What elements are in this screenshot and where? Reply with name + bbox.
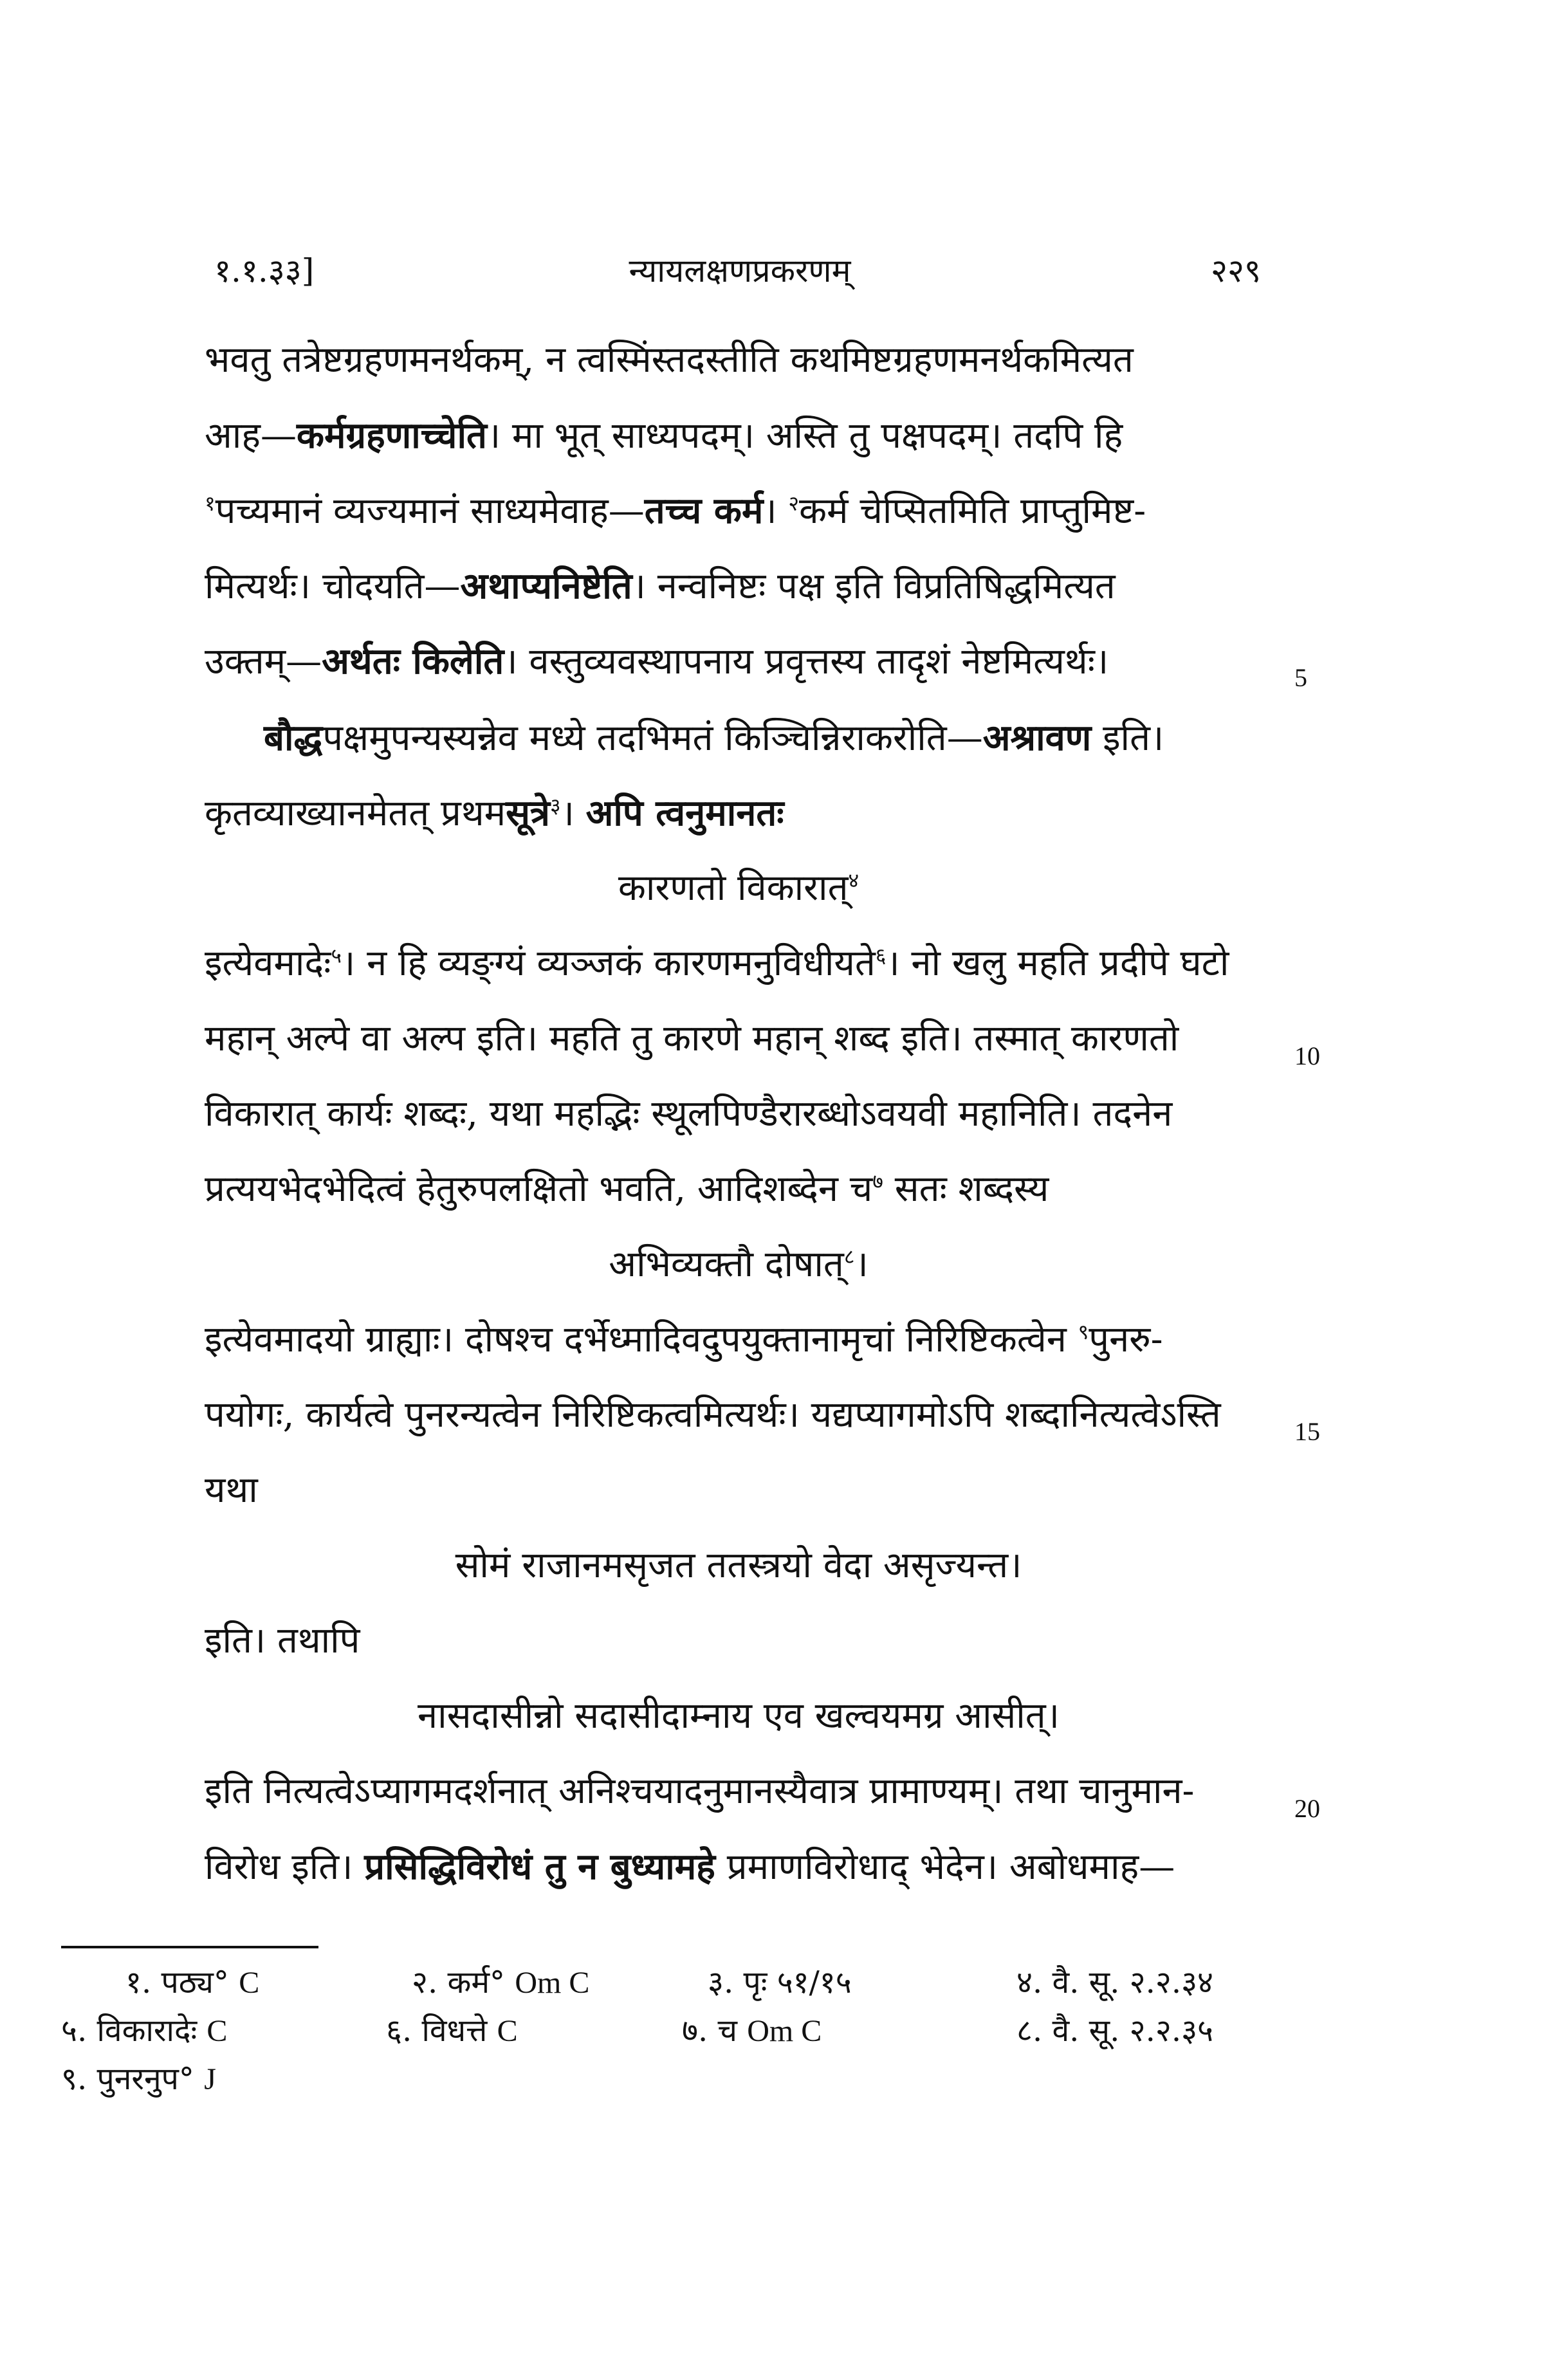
quoted-verse [205,1540,1273,1591]
text-line [205,938,1229,989]
text-run: नासदासीन्नो सदासीदाम्नाय एव खल्वयमग्र आसीत्। [418,1695,1060,1737]
text-run: मित्यर्थः। चोदयति— [205,565,461,607]
quoted-sutra [205,863,1273,914]
line-number: 5 [1294,663,1307,692]
text-run: कृतव्याख्यानमेतत् प्रथम [205,792,506,834]
footnote-ref: ३ [549,793,561,818]
page-number: २२९ [1211,252,1261,289]
footnote-ref: ६ [875,943,887,968]
footnote: ४. वै. सू. २.२.३४ [1016,1964,1213,2000]
bold-term: तच्च कर्म [644,490,764,532]
quoted-sutra [205,1239,1273,1290]
footnote-ref: ८ [843,1244,855,1269]
text-run: । [763,490,789,532]
footnote: ६. विधत्ते C [386,2013,518,2049]
quoted-verse [205,1690,1273,1742]
text-run: इत्येवमादयो ग्राह्याः। दोषश्च दर्भेध्मादिवदुपयुक्तानामृचां निरिष्टिकत्वेन [205,1319,1078,1360]
text-run: । नन्वनिष्टः पक्ष इति विप्रतिषिद्धमित्यत [632,565,1116,607]
line-number: 15 [1294,1417,1320,1446]
text-line [205,1465,258,1516]
text-line [205,485,1146,537]
footnote: ३. पृः ५१/१५ [708,1964,852,2000]
text-run: भवतु तत्रेष्टग्रहणमनर्थकम्, न त्वस्मिंस्तदस्तीति कथमिष्टग्रहणमनर्थकमित्यत [205,339,1134,381]
text-run: प्रत्ययभेदभेदित्वं हेतुरुपलक्षितो भवति, आदिशब्देन च [205,1168,873,1210]
bold-term: अपि त्वनुमानतः [585,792,784,834]
text-run: इति नित्यत्वेऽप्यागमदर्शनात् अनिश्चयादनुमानस्यैवात्र प्रामाण्यम्। तथा चानुमान- [205,1770,1195,1812]
text-run: विकारात् कार्यः शब्दः, यथा महद्भिः स्थूलपिण्डैरारब्धोऽवयवी महानिति। तदनेन [205,1093,1173,1135]
text-run: विरोध इति। [205,1846,365,1888]
text-run: कारणतो विकारात् [618,867,849,909]
text-line [205,560,1116,612]
text-line [205,1088,1172,1140]
bold-term: अर्थतः किलेति [322,640,504,682]
text-run: पच्यमानं व्यज्यमानं साध्यमेवाह— [215,490,645,532]
footnote: ७. च Om C [682,2013,822,2049]
text-run: पक्षमुपन्यस्यन्नेव मध्ये तदभिमतं किञ्चिन्निराकरोति— [322,717,983,759]
text-run: इत्येवमादेः [205,942,331,984]
footnote-ref: ५ [331,943,342,968]
text-run: आह— [205,415,297,457]
text-run: महान् अल्पे वा अल्प इति। महति तु कारणे महान् शब्द इति। तस्मात् कारणतो [205,1018,1179,1059]
footnote-rule [61,1946,318,1948]
line-number: 10 [1294,1041,1320,1070]
footnote: २. कर्म° Om C [412,1964,590,2000]
bold-term: अथाप्यनिष्टेति [460,565,632,607]
text-line [205,787,784,839]
text-line [205,1013,1179,1065]
bold-term: अश्रावण [982,717,1092,759]
text-run: सतः शब्दस्य [883,1168,1049,1210]
text-run: सोमं राजानमसृजत ततस्त्रयो वेदा असृज्यन्त। [455,1544,1022,1586]
text-line [205,1766,1194,1817]
text-run: । मा भूत् साध्यपदम्। अस्ति तु पक्षपदम्। तदपि हि [486,415,1123,457]
text-line [205,1389,1221,1441]
footnote-ref: ७ [872,1169,883,1194]
text-run: अभिव्यक्तौ दोषात् [609,1243,844,1285]
footnote: १. पठ्य° C [125,1964,260,2000]
text-run: । वस्तुव्यवस्थापनाय प्रवृत्तस्य तादृशं नेष्टमित्यर्थः। [504,641,1109,682]
footnote-ref: ४ [848,868,859,893]
text-run: यथा [205,1469,258,1511]
text-run: । [560,792,586,834]
text-run: । नो खलु महति प्रदीपे घटो [886,942,1229,984]
bold-term: सूत्रे [506,792,550,834]
text-run: पयोगः, कार्यत्वे पुनरन्यत्वेन निरिष्टिकत्वमित्यर्थः। यद्यप्यागमोऽपि शब्दानित्यत्वेऽस्ति [205,1394,1221,1436]
bold-term: प्रसिद्धिविरोधं तु न बुध्यामहे [364,1845,715,1888]
bold-term: कर्मग्रहणाच्चेति [296,414,487,457]
footnote-ref: २ [788,491,800,516]
bold-term: बौद्ध [264,717,323,759]
line-number: 20 [1294,1794,1320,1823]
text-line [205,1164,1049,1215]
section-number: १.१.३३] [214,252,315,289]
footnote-ref: १ [205,491,216,516]
text-line [205,636,1108,688]
text-run: इति। तथापि [205,1620,360,1661]
text-run: इति। [1091,717,1164,759]
text-run: । न हि व्यङ्ग्यं व्यञ्जकं कारणमनुविधीयते [342,942,876,984]
footnote: ८. वै. सू. २.२.३५ [1016,2013,1213,2049]
text-line [264,712,1164,764]
chapter-title: न्यायलक्षणप्रकरणम् [629,252,851,289]
text-line [205,1841,1175,1893]
text-run: कर्म चेप्सितमिति प्राप्तुमिष्ट- [799,490,1146,532]
text-line [205,1615,360,1667]
footnote-ref: ९ [1078,1319,1089,1344]
footnote: ५. विकारादेः C [61,2013,228,2049]
text-run: उक्तम्— [205,641,322,682]
text-line [205,410,1123,462]
text-line [205,334,1134,386]
footnote: ९. पुनरनुप° J [61,2061,216,2097]
text-run: पुनरु- [1089,1319,1163,1360]
text-line [205,1314,1163,1366]
text-run: प्रमाणविरोधाद् भेदेन। अबोधमाह— [715,1846,1175,1888]
text-run: । [854,1243,868,1285]
